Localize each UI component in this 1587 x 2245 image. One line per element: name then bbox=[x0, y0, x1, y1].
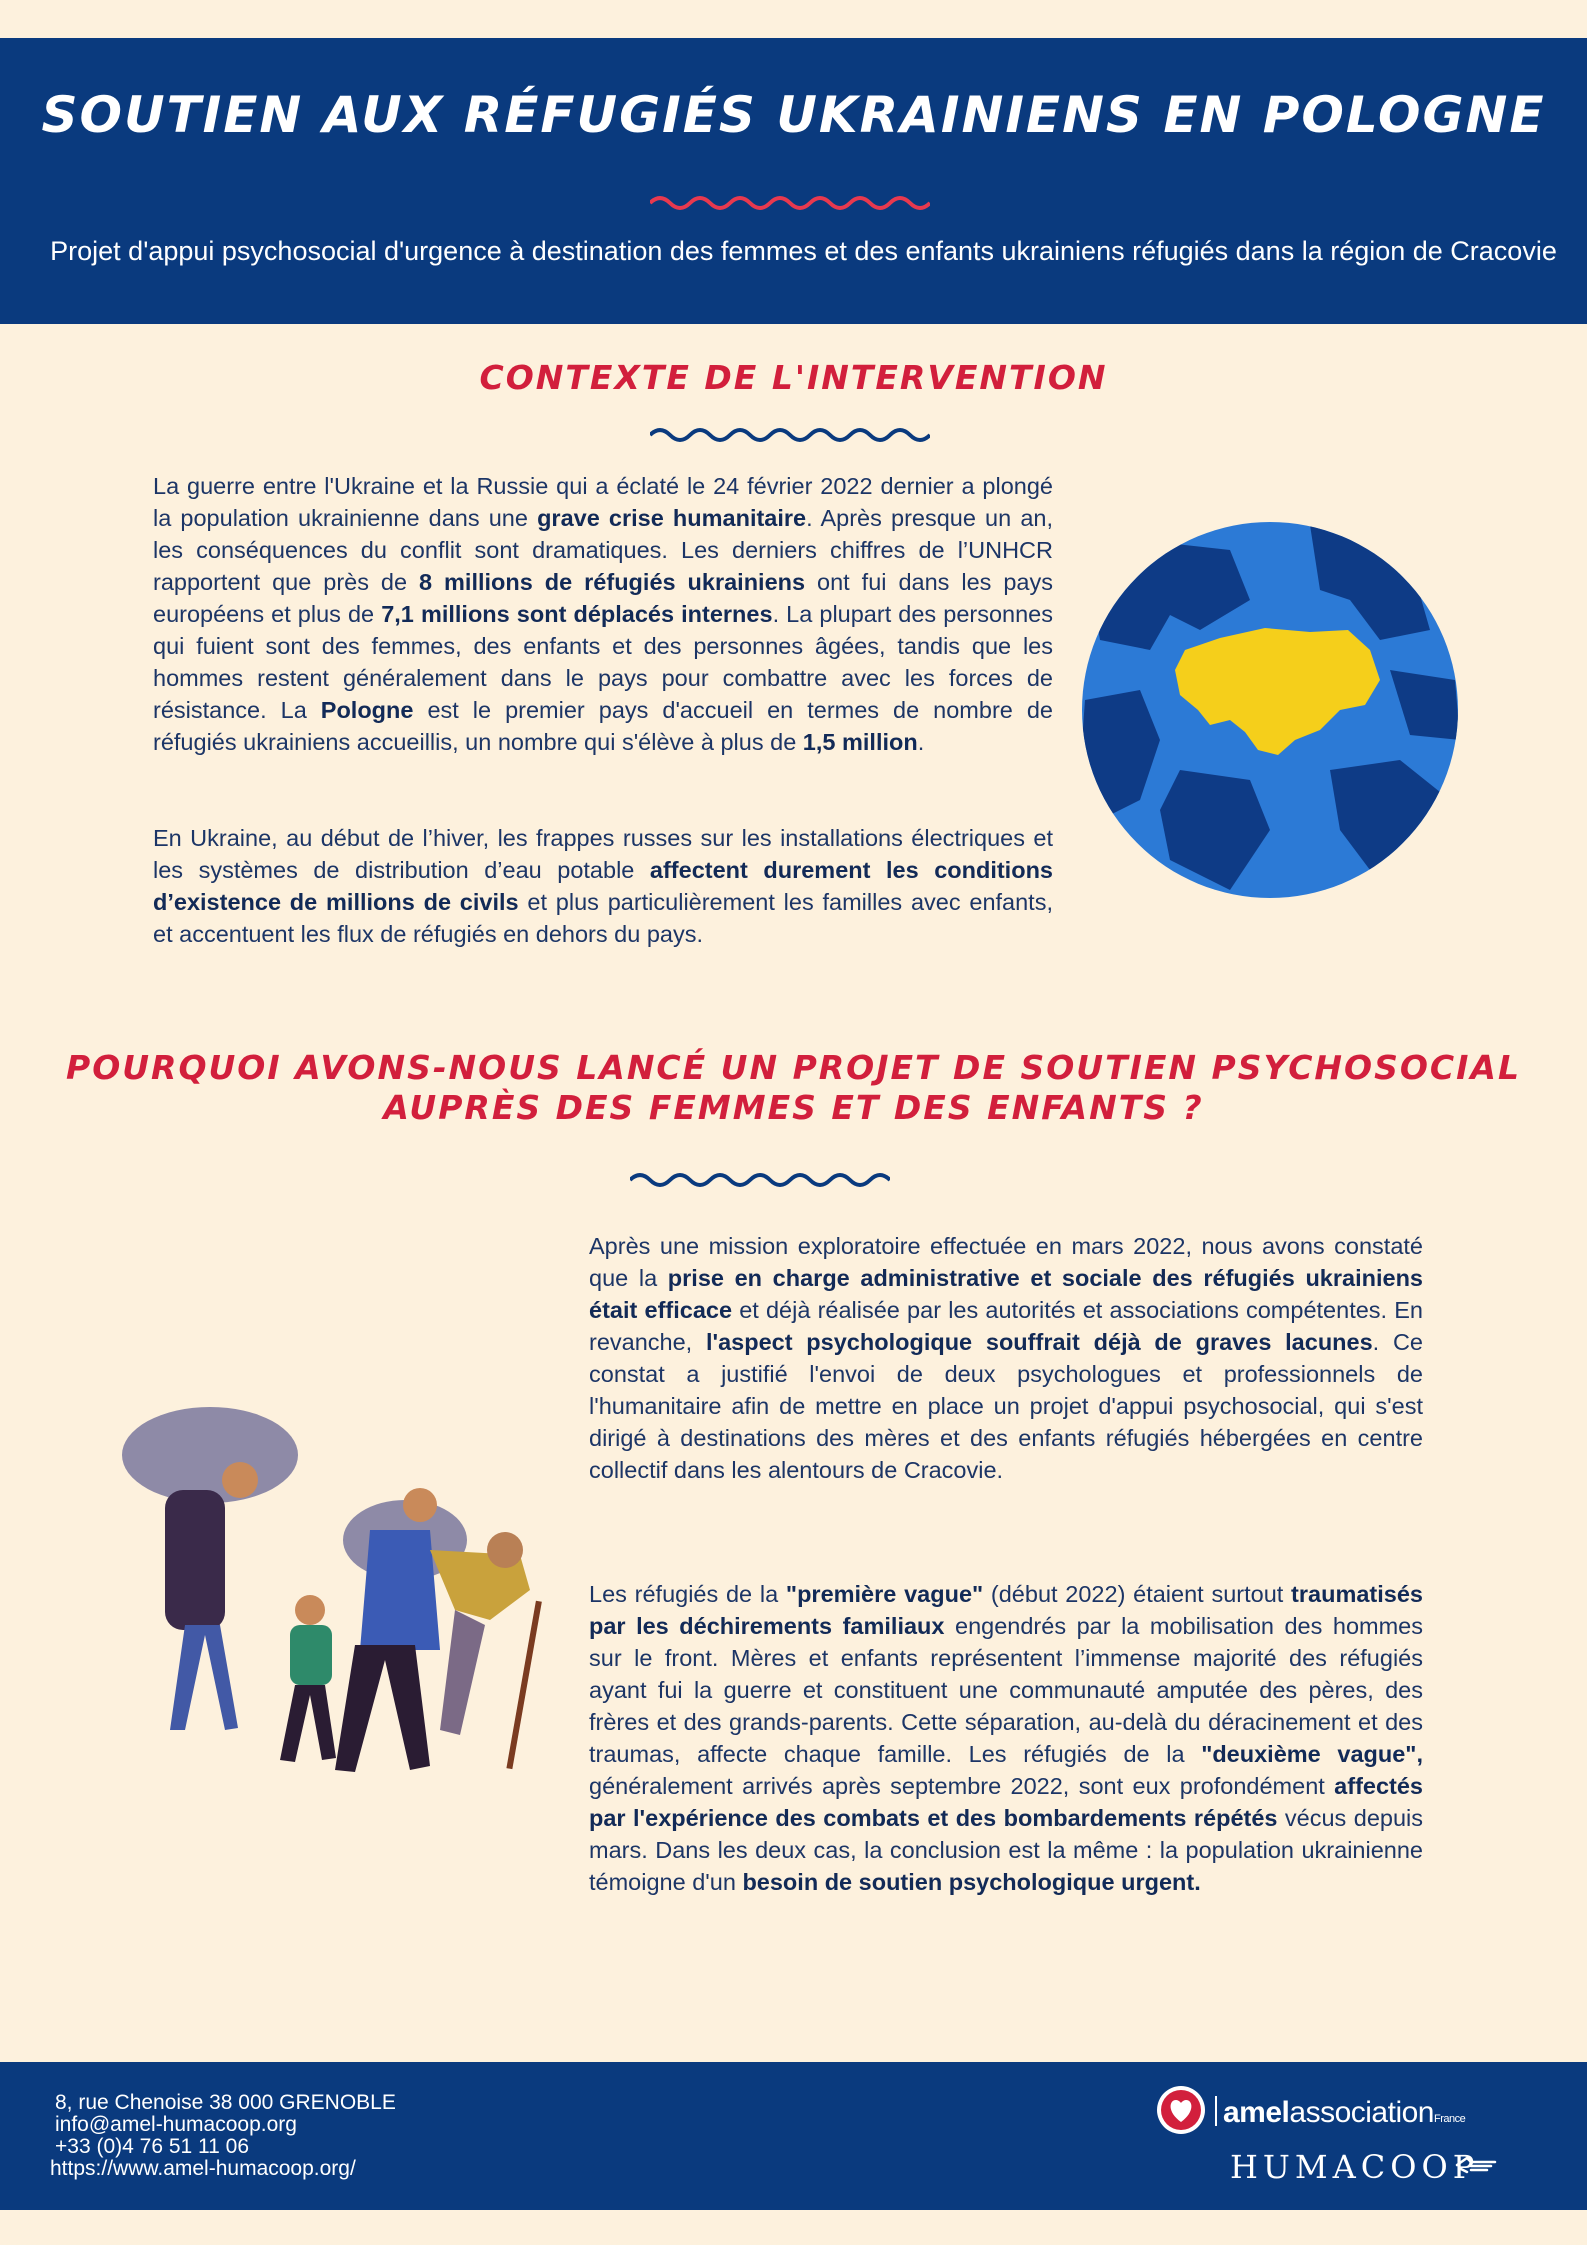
page-subtitle: Projet d'appui psychosocial d'urgence à destination des femmes et des enfants ukrainiens réfugiés dans la région de Cracovie bbox=[50, 236, 1557, 266]
emphasis-text: 8 millions de réfugiés ukrainiens bbox=[419, 569, 806, 595]
contact-website[interactable]: https://www.amel-humacoop.org/ bbox=[50, 2157, 356, 2180]
contact-email[interactable]: info@amel-humacoop.org bbox=[55, 2113, 297, 2136]
section-wave-divider bbox=[650, 425, 930, 445]
emphasis-text: 1,5 million bbox=[802, 729, 918, 755]
logo-association-word: association bbox=[1289, 2096, 1434, 2129]
emphasis-text: affectent durement les conditions d’existence de millions de civils bbox=[153, 857, 1053, 915]
refugees-walking-illustration bbox=[110, 1400, 560, 1800]
header-banner bbox=[0, 38, 1587, 324]
why-paragraph-2 bbox=[589, 1578, 1423, 1898]
emphasis-text: l'aspect psychologique souffrait déjà de graves lacunes bbox=[705, 1329, 1373, 1355]
contact-address: 8, rue Chenoise 38 000 GRENOBLE bbox=[55, 2091, 396, 2114]
why-paragraph-1 bbox=[589, 1230, 1423, 1486]
body-text: Après une mission exploratoire effectuée en mars 2022, nous avons constaté que la bbox=[589, 1233, 1423, 1291]
body-text: généralement arrivés après septembre 2022, sont eux profondément bbox=[589, 1773, 1335, 1799]
body-text: engendrés par la mobilisation des hommes sur le front. Mères et enfants représentent l’immense majorité des réfugiés ayant fui la guerre et constituent une communauté amputée des pères, des frères et des grands-parents. Cette séparation, au-delà du déracinement et des traumas, affecte chaque famille. Les réfugiés de la bbox=[589, 1613, 1423, 1767]
context-paragraph-1 bbox=[153, 470, 1053, 758]
emphasis-text: 7,1 millions sont déplacés internes bbox=[381, 601, 773, 627]
page-title: SOUTIEN AUX RÉFUGIÉS UKRAINIENS EN POLOGNE bbox=[41, 86, 1546, 144]
logo-amel-text bbox=[1215, 2096, 1465, 2130]
pointing-hand-icon bbox=[1455, 2154, 1497, 2176]
emphasis-text: besoin de soutien psychologique urgent. bbox=[742, 1869, 1201, 1895]
section-title-why-line2: AUPRÈS DES FEMMES ET DES ENFANTS ? bbox=[383, 1088, 1204, 1127]
emphasis-text: "deuxième vague", bbox=[1201, 1741, 1423, 1767]
emphasis-text: affectés par l'expérience des combats et des bombardements répétés bbox=[589, 1773, 1423, 1831]
body-text: . Après presque un an, les conséquences du conflit sont dramatiques. Les derniers chiffres de l’UNHCR rapportent que près de bbox=[153, 505, 1053, 595]
logo-france-word: France bbox=[1433, 2113, 1466, 2125]
body-text: En Ukraine, au début de l’hiver, les frappes russes sur les installations électriques et les systèmes de distribution d’eau potable bbox=[153, 825, 1053, 883]
contact-block bbox=[50, 2091, 396, 2180]
header-wave-divider bbox=[650, 193, 930, 213]
heart-logo-icon bbox=[1155, 2084, 1207, 2136]
body-text: vécus depuis mars. Dans les deux cas, la conclusion est la même : la population ukrainienne témoigne d'un bbox=[589, 1805, 1423, 1895]
emphasis-text: "première vague" bbox=[785, 1581, 984, 1607]
footer bbox=[0, 2062, 1587, 2210]
body-text: et plus particulièrement les familles avec enfants, et accentuent les flux de réfugiés en dehors du pays. bbox=[153, 889, 1053, 947]
logo-amel-word: amel bbox=[1223, 2096, 1290, 2129]
body-text: Les réfugiés de la bbox=[589, 1581, 786, 1607]
body-text: ont fui dans les pays européens et plus de bbox=[153, 569, 1053, 627]
section-title-why bbox=[0, 1048, 1587, 1128]
emphasis-text: grave crise humanitaire bbox=[537, 505, 807, 531]
context-paragraph-2 bbox=[153, 822, 1053, 950]
emphasis-text: traumatisés par les déchirements familiaux bbox=[589, 1581, 1423, 1639]
emphasis-text: Pologne bbox=[320, 697, 414, 723]
body-text: et déjà réalisée par les autorités et associations compétentes. En revanche, bbox=[589, 1297, 1423, 1355]
logo-humacoop-text: HUMACOOP bbox=[1230, 2148, 1480, 2186]
body-text: La guerre entre l'Ukraine et la Russie qui a éclaté le 24 février 2022 dernier a plongé la population ukrainienne dans une bbox=[153, 473, 1053, 531]
body-text: . La plupart des personnes qui fuient sont des femmes, des enfants et des personnes âgées, tandis que les hommes restent généralement dans le pays pour combattre avec les forces de résistance. La bbox=[153, 601, 1053, 723]
body-text: . bbox=[917, 729, 925, 755]
body-text: (début 2022) étaient surtout bbox=[983, 1581, 1292, 1607]
globe-ukraine-illustration bbox=[1080, 520, 1460, 900]
body-text: est le premier pays d'accueil en termes de nombre de réfugiés ukrainiens accueillis, un nombre qui s'élève à plus de bbox=[153, 697, 1053, 755]
section-title-context: CONTEXTE DE L'INTERVENTION bbox=[479, 358, 1108, 397]
body-text: . Ce constat a justifié l'envoi de deux psychologues et professionnels de l'humanitaire afin de mettre en place un projet d'appui psychosocial, qui s'est dirigé à destinations des mères et des enfants réfugiés hébergées en centre collectif dans les alentours de Cracovie. bbox=[589, 1329, 1424, 1483]
section-title-why-line1: POURQUOI AVONS-NOUS LANCÉ UN PROJET DE SOUTIEN PSYCHOSOCIAL bbox=[66, 1048, 1521, 1087]
section-wave-divider bbox=[630, 1170, 890, 1190]
emphasis-text: prise en charge administrative et sociale des réfugiés ukrainiens était efficace bbox=[589, 1265, 1423, 1323]
contact-phone: +33 (0)4 76 51 11 06 bbox=[55, 2135, 250, 2158]
